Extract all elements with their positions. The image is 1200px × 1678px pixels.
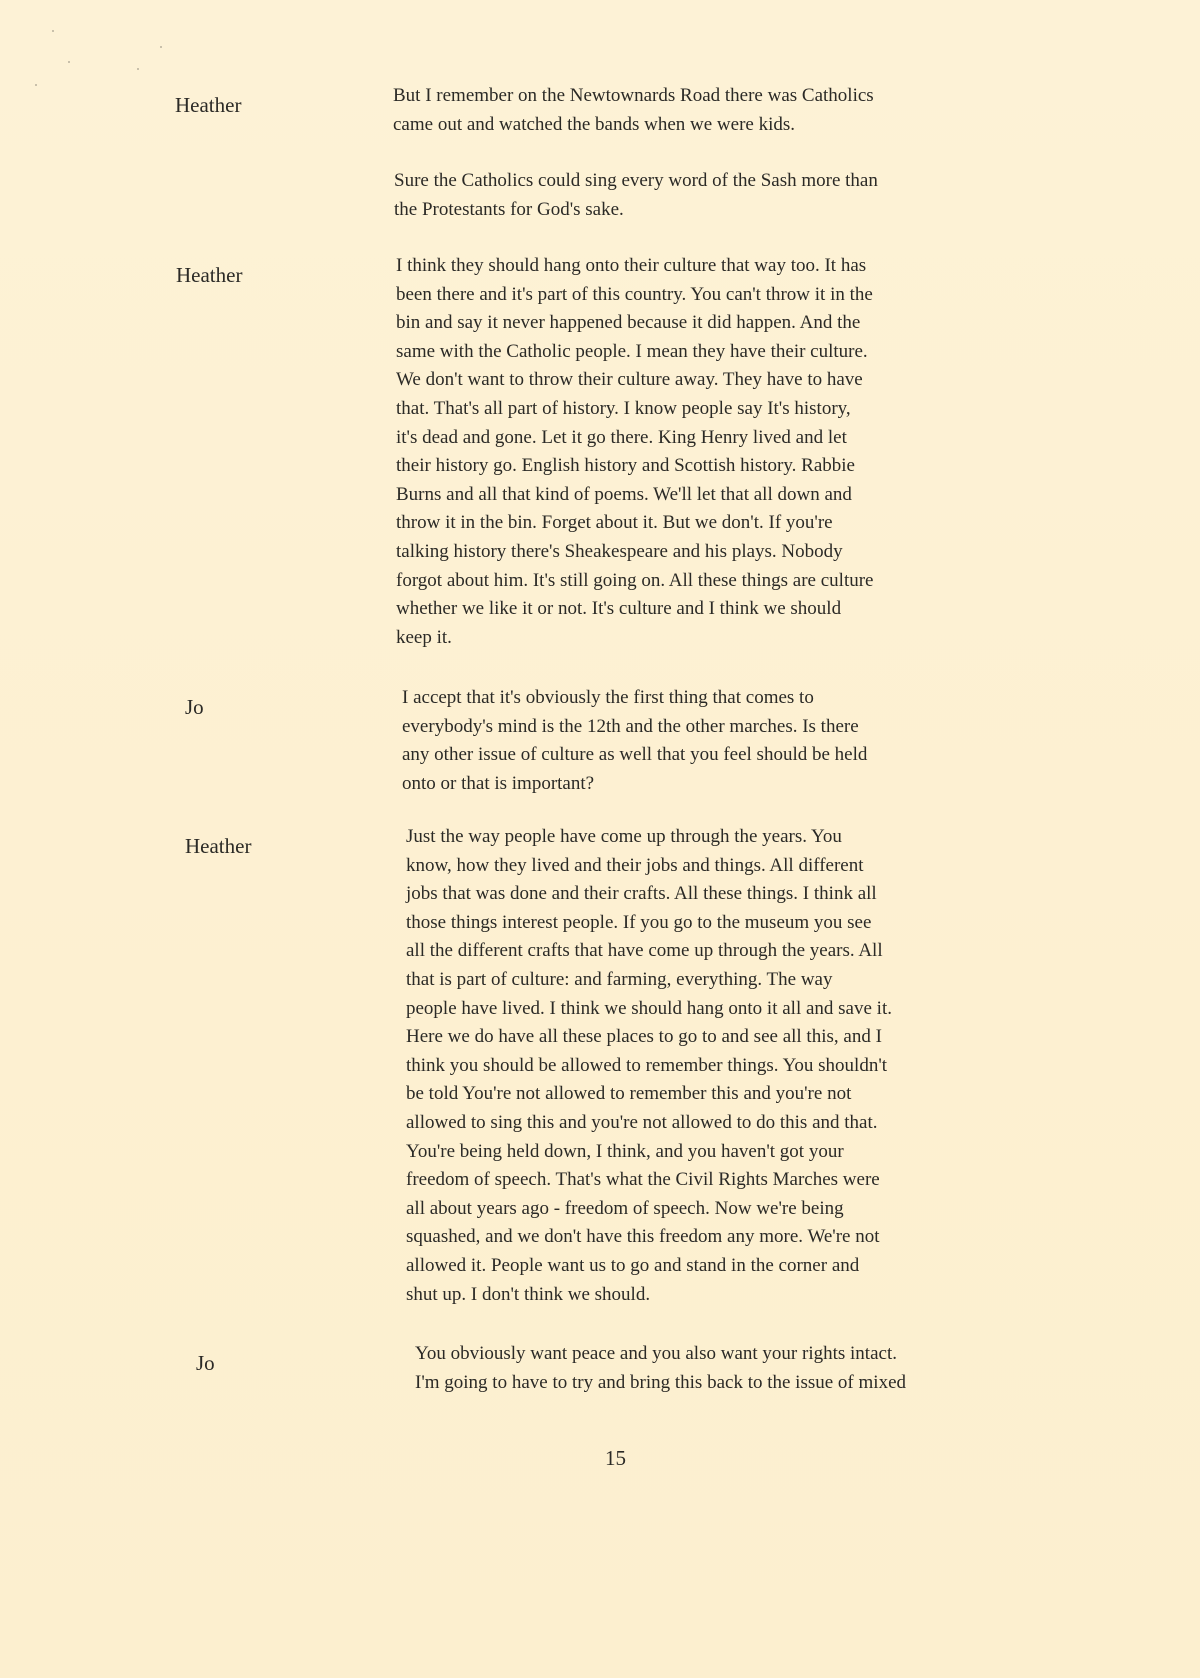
scan-speck — [68, 61, 70, 63]
text-line: all the different crafts that have come up through the years. All — [406, 940, 883, 962]
speaker-label: Heather — [175, 93, 242, 117]
text-line: squashed, and we don't have this freedom any more. We're not — [406, 1226, 880, 1248]
text-line: I think they should hang onto their culture that way too. It has — [396, 255, 867, 276]
text-line: Burns and all that kind of poems. We'll let that all down and — [396, 483, 852, 505]
dialogue-paragraph — [402, 684, 867, 798]
text-line: whether we like it or not. It's culture and I think we should — [396, 598, 842, 620]
text-line: keep it. — [396, 626, 452, 648]
text-line: Just the way people have come up through the years. You — [406, 826, 842, 847]
text-line: the Protestants for God's sake. — [394, 198, 624, 220]
text-line: all about years ago - freedom of speech. Now we're being — [406, 1197, 844, 1219]
scan-speck — [160, 46, 162, 48]
text-line: You're being held down, I think, and you haven't got your — [406, 1140, 844, 1162]
text-line: But I remember on the Newtownards Road there was Catholics — [393, 85, 874, 106]
text-line: shut up. I don't think we should. — [406, 1283, 651, 1305]
text-line: think you should be allowed to remember things. You shouldn't — [406, 1054, 888, 1076]
text-line: those things interest people. If you go to the museum you see — [406, 911, 872, 933]
dialogue-paragraph — [393, 82, 874, 139]
scan-speck — [137, 68, 139, 70]
text-line: I'm going to have to try and bring this back to the issue of mixed — [415, 1371, 907, 1393]
text-line: that. That's all part of history. I know people say It's history, — [396, 397, 851, 419]
text-line: Sure the Catholics could sing every word of the Sash more than — [394, 170, 878, 191]
scan-speck — [52, 30, 54, 32]
text-line: everybody's mind is the 12th and the other marches. Is there — [402, 715, 859, 737]
text-line: throw it in the bin. Forget about it. But we don't. If you're — [396, 512, 833, 534]
text-line: people have lived. I think we should hang onto it all and save it. — [406, 997, 892, 1019]
text-line: talking history there's Sheakespeare and his plays. Nobody — [396, 540, 843, 562]
text-line: know, how they lived and their jobs and things. All different — [406, 854, 864, 876]
text-line: Here we do have all these places to go to and see all this, and I — [406, 1026, 882, 1048]
text-line: that is part of culture: and farming, everything. The way — [406, 968, 833, 990]
dialogue-paragraph — [406, 823, 892, 1309]
text-line: I accept that it's obviously the first thing that comes to — [402, 687, 814, 708]
text-line: freedom of speech. That's what the Civil Rights Marches were — [406, 1169, 880, 1191]
text-line: bin and say it never happened because it did happen. And the — [396, 312, 861, 334]
text-line: be told You're not allowed to remember this and you're not — [406, 1083, 852, 1105]
text-line: it's dead and gone. Let it go there. King Henry lived and let — [396, 426, 847, 448]
text-line: their history go. English history and Scottish history. Rabbie — [396, 455, 855, 477]
text-line: We don't want to throw their culture away. They have to have — [396, 369, 863, 391]
speaker-label: Heather — [176, 263, 243, 287]
dialogue-paragraph — [394, 167, 878, 224]
text-line: onto or that is important? — [402, 772, 595, 794]
text-line: same with the Catholic people. I mean they have their culture. — [396, 340, 868, 362]
dialogue-paragraph — [415, 1340, 906, 1397]
speaker-label: Heather — [185, 834, 252, 858]
text-line: forgot about him. It's still going on. All these things are culture — [396, 569, 874, 591]
text-line: You obviously want peace and you also want your rights intact. — [415, 1343, 897, 1364]
text-line: allowed to sing this and you're not allowed to do this and that. — [406, 1111, 878, 1133]
text-line: jobs that was done and their crafts. All these things. I think all — [406, 883, 877, 905]
scan-speck — [35, 84, 37, 86]
text-line: allowed it. People want us to go and stand in the corner and — [406, 1254, 860, 1276]
text-line: been there and it's part of this country. You can't throw it in the — [396, 283, 873, 305]
speaker-label: Jo — [196, 1351, 215, 1375]
text-line: came out and watched the bands when we were kids. — [393, 113, 796, 135]
page-number: 15 — [605, 1446, 626, 1470]
dialogue-paragraph — [396, 252, 874, 652]
speaker-label: Jo — [185, 695, 204, 719]
text-line: any other issue of culture as well that you feel should be held — [402, 744, 868, 766]
